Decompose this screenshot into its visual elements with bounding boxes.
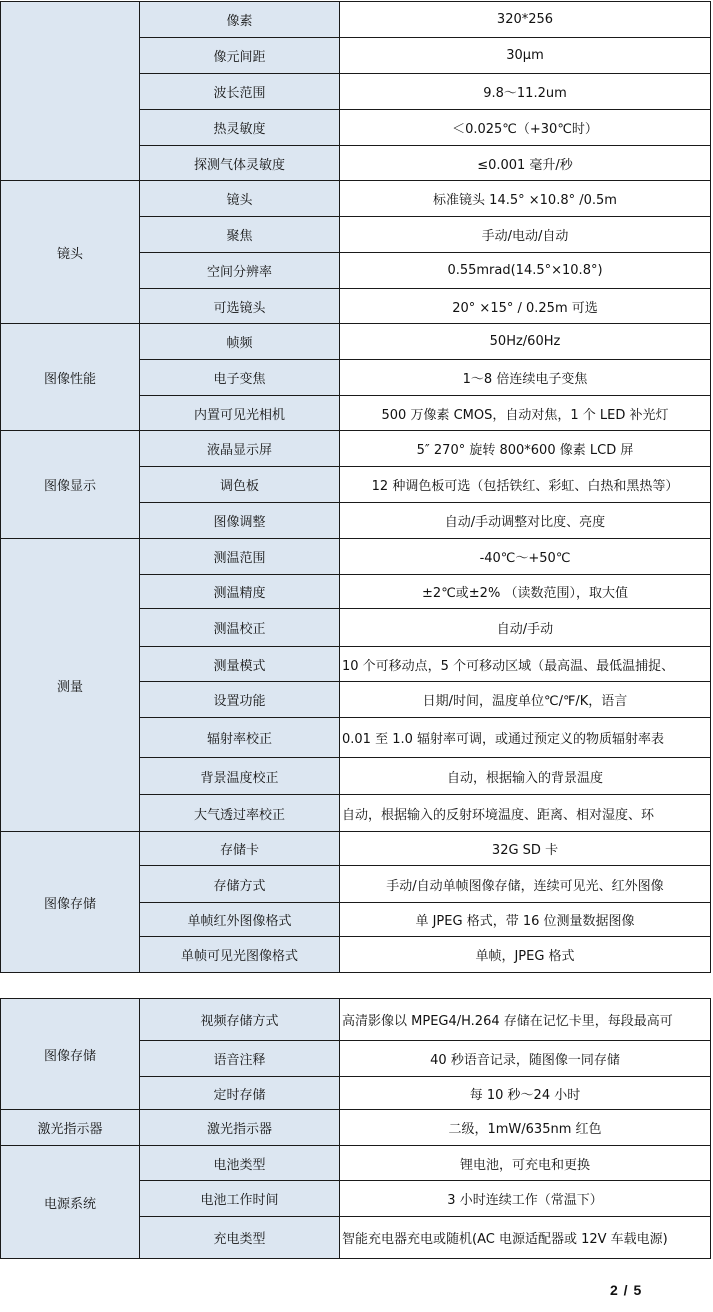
spec-table-1: [0, 1, 711, 973]
param-cell: 调色板: [140, 467, 340, 503]
value-cell: 32G SD 卡: [340, 832, 711, 866]
value-cell: 手动/电动/自动: [340, 217, 711, 253]
param-cell: 存储方式: [140, 866, 340, 903]
value-cell: 自动，根据输入的反射环境温度、距离、相对湿度、环: [340, 795, 711, 832]
page-number: 2 / 5: [610, 1282, 643, 1298]
param-cell: 液晶显示屏: [140, 431, 340, 467]
value-cell: 智能充电器充电或随机(AC 电源适配器或 12V 车载电源): [340, 1217, 711, 1259]
param-cell: 单帧可见光图像格式: [140, 937, 340, 973]
param-cell: 探测气体灵敏度: [140, 146, 340, 181]
value-cell: 每 10 秒～24 小时: [340, 1077, 711, 1110]
category-cell: 测量: [1, 539, 140, 832]
value-cell: 单 JPEG 格式，带 16 位测量数据图像: [340, 903, 711, 937]
param-cell: 镜头: [140, 181, 340, 217]
value-cell: 30μm: [340, 38, 711, 74]
param-cell: 单帧红外图像格式: [140, 903, 340, 937]
param-cell: 聚焦: [140, 217, 340, 253]
param-cell: 测温校正: [140, 609, 340, 647]
value-cell: 9.8～11.2um: [340, 74, 711, 110]
param-cell: 可选镜头: [140, 289, 340, 324]
param-cell: 像素: [140, 2, 340, 38]
category-cell: 图像显示: [1, 431, 140, 539]
value-cell: 10 个可移动点，5 个可移动区域（最高温、最低温捕捉、: [340, 647, 711, 682]
param-cell: 大气透过率校正: [140, 795, 340, 832]
param-cell: 波长范围: [140, 74, 340, 110]
param-cell: 背景温度校正: [140, 758, 340, 795]
value-cell: 标准镜头 14.5° ×10.8° /0.5m: [340, 181, 711, 217]
value-cell: 锂电池，可充电和更换: [340, 1146, 711, 1181]
value-cell: 0.55mrad(14.5°×10.8°): [340, 253, 711, 289]
value-cell: 二级，1mW/635nm 红色: [340, 1110, 711, 1146]
param-cell: 定时存储: [140, 1077, 340, 1110]
table-row: [1, 2, 711, 38]
table-row: [1, 181, 711, 217]
param-cell: 辐射率校正: [140, 718, 340, 758]
table-row: [1, 832, 711, 866]
param-cell: 存储卡: [140, 832, 340, 866]
value-cell: 自动，根据输入的背景温度: [340, 758, 711, 795]
table-row: [1, 539, 711, 575]
param-cell: 空间分辨率: [140, 253, 340, 289]
value-cell: 自动/手动: [340, 609, 711, 647]
category-cell: 图像存储: [1, 999, 140, 1110]
value-cell: ＜0.025℃（+30℃时）: [340, 110, 711, 146]
table-row: [1, 1110, 711, 1146]
category-cell: 图像性能: [1, 324, 140, 431]
table-row: [1, 431, 711, 467]
value-cell: 日期/时间，温度单位℃/℉/K，语言: [340, 682, 711, 718]
value-cell: 20° ×15° / 0.25m 可选: [340, 289, 711, 324]
category-cell: [1, 2, 140, 181]
param-cell: 电子变焦: [140, 360, 340, 396]
param-cell: 设置功能: [140, 682, 340, 718]
spec-table-2: [0, 998, 711, 1259]
value-cell: 单帧，JPEG 格式: [340, 937, 711, 973]
value-cell: 高清影像以 MPEG4/H.264 存储在记忆卡里，每段最高可: [340, 999, 711, 1041]
param-cell: 电池工作时间: [140, 1181, 340, 1217]
value-cell: 40 秒语音记录，随图像一同存储: [340, 1041, 711, 1077]
category-cell: 图像存储: [1, 832, 140, 973]
param-cell: 热灵敏度: [140, 110, 340, 146]
param-cell: 充电类型: [140, 1217, 340, 1259]
value-cell: 0.01 至 1.0 辐射率可调，或通过预定义的物质辐射率表: [340, 718, 711, 758]
category-cell: 电源系统: [1, 1146, 140, 1259]
value-cell: 1～8 倍连续电子变焦: [340, 360, 711, 396]
value-cell: ≤0.001 毫升/秒: [340, 146, 711, 181]
param-cell: 内置可见光相机: [140, 396, 340, 431]
value-cell: 500 万像素 CMOS，自动对焦，1 个 LED 补光灯: [340, 396, 711, 431]
param-cell: 激光指示器: [140, 1110, 340, 1146]
value-cell: 320*256: [340, 2, 711, 38]
value-cell: ±2℃或±2% （读数范围），取大值: [340, 575, 711, 609]
param-cell: 电池类型: [140, 1146, 340, 1181]
value-cell: 5″ 270° 旋转 800*600 像素 LCD 屏: [340, 431, 711, 467]
param-cell: 语音注释: [140, 1041, 340, 1077]
value-cell: 12 种调色板可选（包括铁红、彩虹、白热和黑热等）: [340, 467, 711, 503]
param-cell: 帧频: [140, 324, 340, 360]
param-cell: 图像调整: [140, 503, 340, 539]
table-row: [1, 324, 711, 360]
param-cell: 测量模式: [140, 647, 340, 682]
value-cell: -40℃～+50℃: [340, 539, 711, 575]
param-cell: 测温精度: [140, 575, 340, 609]
table-row: [1, 1146, 711, 1181]
param-cell: 测温范围: [140, 539, 340, 575]
table-row: [1, 999, 711, 1041]
param-cell: 像元间距: [140, 38, 340, 74]
category-cell: 激光指示器: [1, 1110, 140, 1146]
value-cell: 手动/自动单帧图像存储，连续可见光、红外图像: [340, 866, 711, 903]
value-cell: 自动/手动调整对比度、亮度: [340, 503, 711, 539]
param-cell: 视频存储方式: [140, 999, 340, 1041]
category-cell: 镜头: [1, 181, 140, 324]
value-cell: 50Hz/60Hz: [340, 324, 711, 360]
value-cell: 3 小时连续工作（常温下）: [340, 1181, 711, 1217]
